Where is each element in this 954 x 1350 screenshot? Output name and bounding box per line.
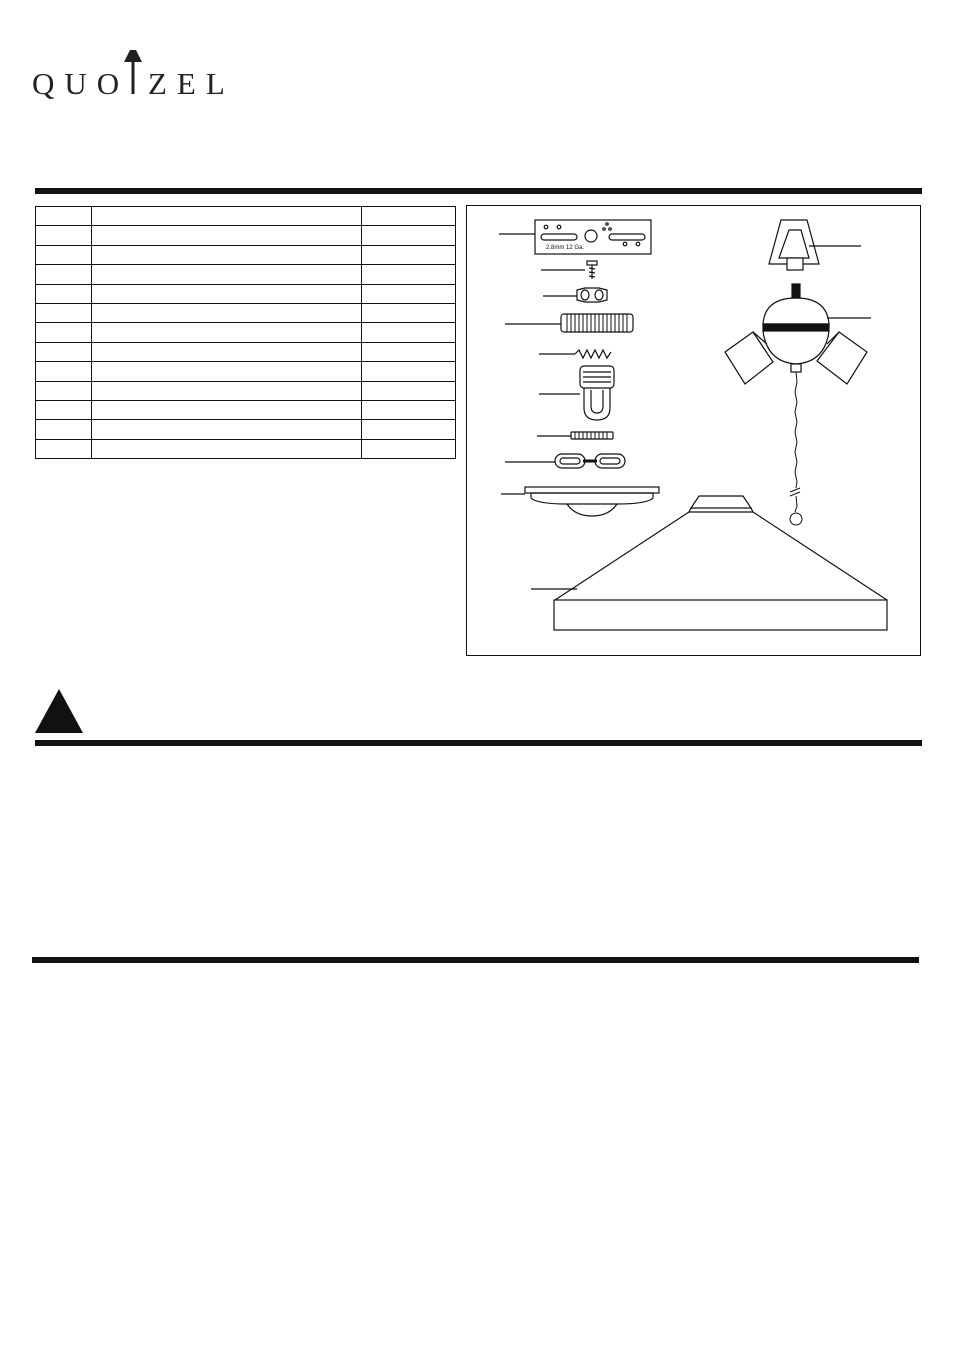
- crossbar-marking: 2.8mm 12 Ga.: [546, 245, 585, 251]
- part-description-cell: [92, 439, 362, 458]
- part-number-cell: [36, 323, 92, 342]
- part-description-cell: [92, 207, 362, 226]
- section-rule-bottom: [32, 957, 919, 963]
- part-number-cell: [36, 420, 92, 439]
- part-description-cell: [92, 381, 362, 400]
- part-description-cell: [92, 400, 362, 419]
- part-number-cell: [36, 342, 92, 361]
- table-row: [36, 400, 456, 419]
- part-description-cell: [92, 362, 362, 381]
- part-description-cell: [92, 420, 362, 439]
- coupling-part: [543, 288, 607, 302]
- part-description-cell: [92, 303, 362, 322]
- socket-right: [817, 332, 867, 384]
- part-qty-cell: [362, 342, 456, 361]
- fixture-body-part: [763, 284, 871, 372]
- part-number-cell: [36, 303, 92, 322]
- part-qty-cell: [362, 226, 456, 245]
- parts-diagram: [466, 205, 921, 656]
- part-qty-cell: [362, 284, 456, 303]
- table-row: [36, 207, 456, 226]
- part-number-cell: [36, 400, 92, 419]
- part-number-cell: [36, 362, 92, 381]
- socket-left: [725, 332, 773, 384]
- table-row: [36, 265, 456, 284]
- table-row: [36, 381, 456, 400]
- part-qty-cell: [362, 323, 456, 342]
- table-row: [36, 420, 456, 439]
- quoizel-logo: [30, 40, 240, 100]
- section-rule-top: [35, 188, 922, 194]
- section-rule-warning: [35, 740, 922, 746]
- part-number-cell: [36, 439, 92, 458]
- threaded-pipe-part: [505, 314, 633, 332]
- part-description-cell: [92, 245, 362, 264]
- part-number-cell: [36, 207, 92, 226]
- table-row: [36, 439, 456, 458]
- table-row: [36, 323, 456, 342]
- part-number-cell: [36, 284, 92, 303]
- table-row: [36, 245, 456, 264]
- part-qty-cell: [362, 381, 456, 400]
- part-description-cell: [92, 265, 362, 284]
- nipple-part: [539, 350, 611, 358]
- crossbar-part: [499, 220, 651, 254]
- pull-chain-part: [790, 372, 802, 525]
- table-row: [36, 284, 456, 303]
- part-number-cell: [36, 265, 92, 284]
- part-number-cell: [36, 381, 92, 400]
- part-description-cell: [92, 323, 362, 342]
- loop-part: [539, 366, 614, 420]
- part-qty-cell: [362, 362, 456, 381]
- part-number-cell: [36, 226, 92, 245]
- table-row: [36, 226, 456, 245]
- warning-icon: [34, 688, 84, 734]
- shade-part: [531, 496, 887, 630]
- threaded-rod-part: [537, 432, 613, 439]
- chain-part: [505, 454, 625, 468]
- part-qty-cell: [362, 439, 456, 458]
- parts-list-table: [35, 206, 456, 459]
- hanger-part: [769, 220, 861, 270]
- screw-part: [541, 261, 597, 279]
- canopy-part: [501, 487, 659, 516]
- part-qty-cell: [362, 245, 456, 264]
- part-qty-cell: [362, 207, 456, 226]
- svg-text:ZEL: ZEL: [148, 66, 235, 100]
- part-description-cell: [92, 342, 362, 361]
- svg-text:QUO: QUO: [32, 66, 130, 100]
- part-number-cell: [36, 245, 92, 264]
- part-description-cell: [92, 226, 362, 245]
- table-row: [36, 303, 456, 322]
- part-description-cell: [92, 284, 362, 303]
- part-qty-cell: [362, 400, 456, 419]
- table-row: [36, 362, 456, 381]
- part-qty-cell: [362, 420, 456, 439]
- part-qty-cell: [362, 265, 456, 284]
- part-qty-cell: [362, 303, 456, 322]
- table-row: [36, 342, 456, 361]
